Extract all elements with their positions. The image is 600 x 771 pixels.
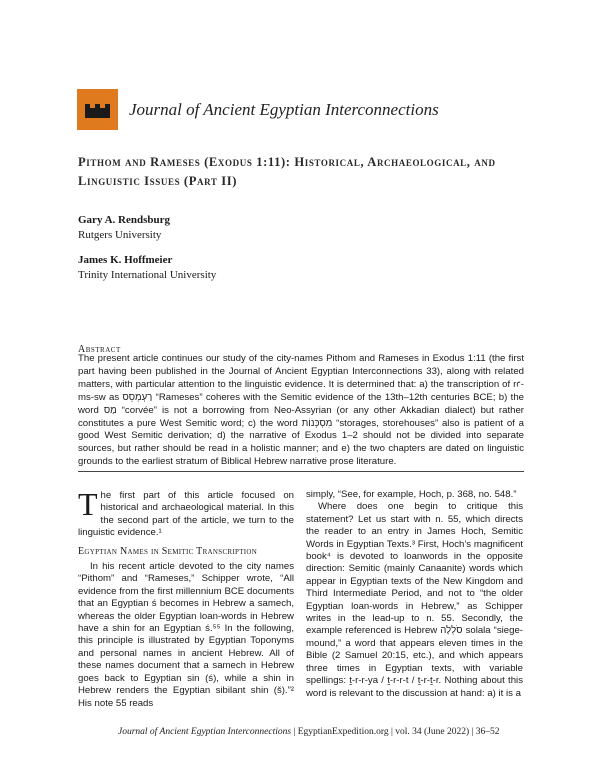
body-paragraph: simply, “See, for example, Hoch, p. 368, no. 548.” [306,489,517,500]
author-affiliation: Rutgers University [78,229,162,241]
author-name: Gary A. Rendsburg [78,214,170,226]
body-paragraph: Where does one begin to critique this statement? Let us start with n. 55, which directs the reader to an entry in James Hoch, Semitic Words in Egyptian Texts.³ First, Hoch’s magnificent book⁴ is devoted to loanwords in the opposite direction: Semitic (mainly Canaanite) words which appear in Egyptian texts of the New Kingdom and Third Intermediate Period, and not to “the older Egyptian loan-words in Hebrew,” as Schipper writes in the lead-up to n. 55. Secondly, the example referenced is Hebrew סֹלְלָה solala “siege-mound,” a word that appears eleven times in the Bible (2 Samuel 20:15, etc.), and which appears three times in Egyptian texts, with variable spellings: ṯ-r-r-ya / ṯ-r-r-t / ṯ-r-ṯ-r. Nothing about this word is relevant to the discussion at hand: a) it is a [306,501,523,699]
section-heading: Egyptian Names in Semitic Transcription [78,545,258,557]
body-paragraph: In his recent article devoted to the city names “Pithom” and “Rameses,” Schipper wrote, “All evidence from the first millennium BCE documents that an Egyptian ś becomes in Hebrew a samech, whereas the older Egyptian loan-words in Hebrew have a shin for an Egyptian ś.⁵⁵ In the following, this principle is illustrated by Egyptian Toponyms and personal names in ancient Hebrew. All of these names document that a samech in Hebrew goes back to Egyptian sin (ś), while a shin in Hebrew renders the Egyptian sibilant shin (š).”² His note 55 reads [78,561,294,709]
footer-pages: 36–52 [475,727,500,737]
footer-volume: vol. 34 (June 2022) [395,727,470,737]
crown-icon [77,89,118,130]
intro-paragraph [78,486,294,540]
divider [78,471,524,472]
journal-logo [77,89,118,130]
journal-header [77,89,439,130]
page-footer: Journal of Ancient Egyptian Interconnections | EgyptianExpedition.org | vol. 34 (June 2022) | 36–52 [118,727,500,737]
author-name: James K. Hoffmeier [78,254,173,266]
journal-name: Journal of Ancient Egyptian Interconnections [129,99,439,119]
author-block [78,213,170,243]
abstract-heading: Abstract [78,344,121,355]
intro-text: he first part of this article focused on historical and archaeological material. In this the second part of the article, we turn to the linguistic evidence.¹ [78,490,294,539]
footer-journal: Journal of Ancient Egyptian Interconnections [118,727,292,737]
article-title: Pithom and Rameses (Exodus 1:11): Historical, Archaeological, and Linguistic Issues (Part II) [78,155,496,188]
author-block [78,253,216,283]
author-affiliation: Trinity International University [78,269,217,281]
footer-site[interactable]: EgyptianExpedition.org [297,727,389,737]
left-column [78,486,294,710]
right-column [306,489,523,700]
abstract-text: The present article continues our study of the city-names Pithom and Rameses in Exodus 1:11 (the first part having been published in the Journal of Ancient Egyptian Interconnections 33), along with related matters, with particular attention to the linguistic evidence. It is determined that: a) the transcription of rꜥ-ms-sw as רַעְמְסֵס “Rameses” coheres with the Semitic evidence of the 13th–12th centuries BCE; b) the word מַס “corvée” is not a borrowing from Neo-Assyrian (or any other Akkadian dialect) but rather constitutes a pure West Semitic word; c) the word מִסְכְּנוֹת “storages, storehouses” also is patient of a good West Semitic derivation; d) the narrative of Exodus 1–2 should not be divided into separate sources, but rather should be read in a holistic manner; and e) the two chapters are dated on linguistic grounds to the earliest stratum of Biblical Hebrew narrative prose literature. [78,353,525,468]
drop-cap: T [78,486,98,522]
